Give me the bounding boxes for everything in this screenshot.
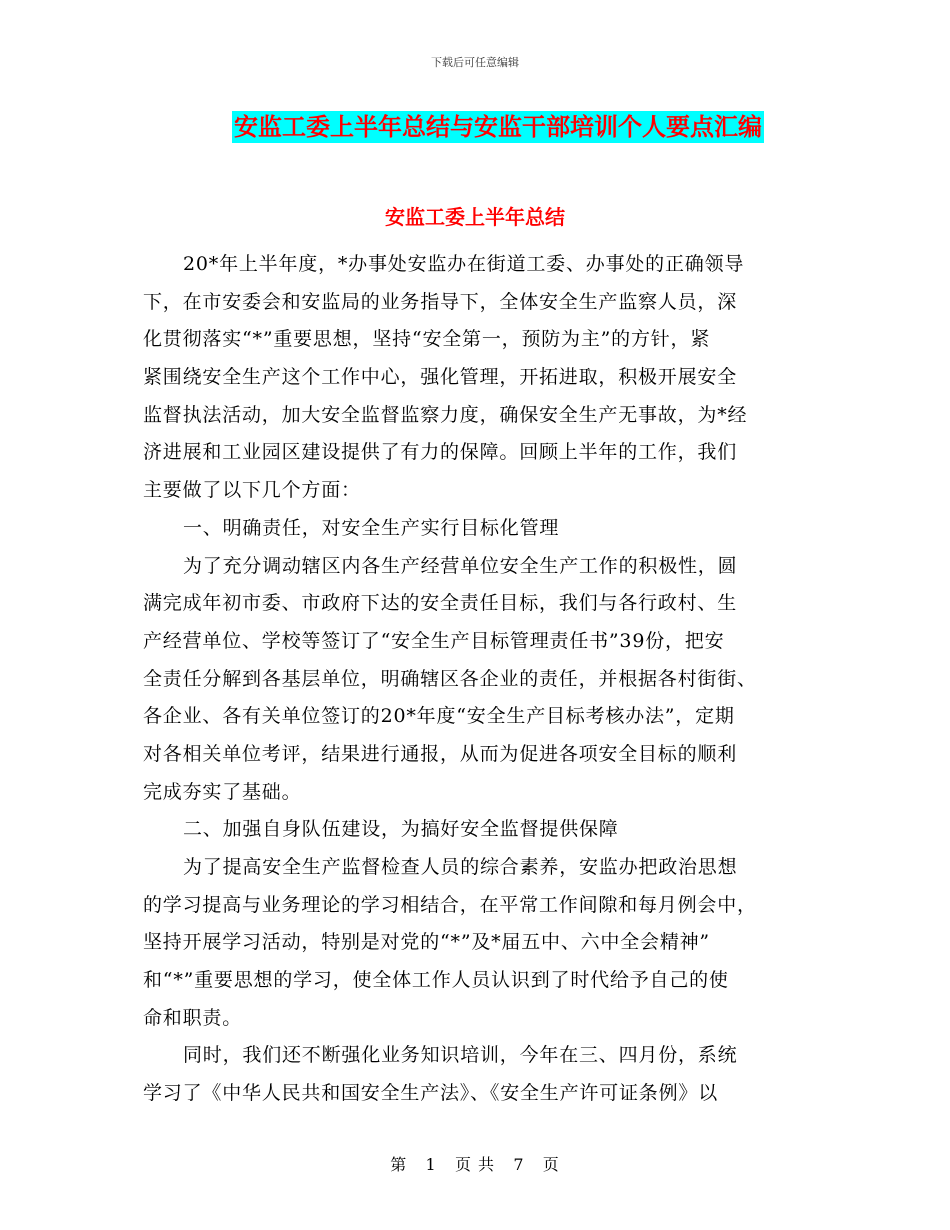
text-line: 的学习提高与业务理论的学习相结合，在平常工作间隙和每月例会中， <box>143 893 757 916</box>
text-line: 主要做了以下几个方面： <box>143 479 361 502</box>
footer-total-pages: 7 <box>513 1155 525 1174</box>
footer-page-number: 1 <box>425 1155 437 1174</box>
header-note: 下载后可任意编辑 <box>431 56 519 69</box>
text-line: 和“*”重要思想的学习，使全体工作人员认识到了时代给予自己的使 <box>143 969 729 992</box>
footer-suffix: 页 <box>542 1155 560 1174</box>
text-line: 完成夯实了基础。 <box>143 780 302 803</box>
text-line: 全责任分解到各基层单位，明确辖区各企业的责任，并根据各村街街、 <box>143 667 757 690</box>
section-title: 安监工委上半年总结 <box>385 205 565 229</box>
text-line: 学习了《中华人民共和国安全生产法》、《安全生产许可证条例》以 <box>143 1082 719 1105</box>
text-line: 对各相关单位考评，结果进行通报，从而为促进各项安全目标的顺利 <box>143 742 738 765</box>
text-line: 20*年上半年度，*办事处安监办在街道工委、办事处的正确领导 <box>183 253 745 275</box>
text-line: 同时，我们还不断强化业务知识培训，今年在三、四月份，系统 <box>183 1044 738 1067</box>
text-line: 二、加强自身队伍建设，为搞好安全监督提供保障 <box>183 818 619 841</box>
text-line: 下，在市安委会和安监局的业务指导下，全体安全生产监察人员，深 <box>143 290 738 313</box>
text-line: 为了充分调动辖区内各生产经营单位安全生产工作的积极性，圆 <box>183 554 738 577</box>
text-line: 紧围绕安全生产这个工作中心，强化管理，开拓进取，积极开展安全 <box>143 366 738 389</box>
text-line: 各企业、各有关单位签订的20*年度“安全生产目标考核办法”，定期 <box>143 705 735 728</box>
text-line: 命和职责。 <box>143 1006 243 1029</box>
text-line: 坚持开展学习活动，特别是对党的“*”及*届五中、六中全会精神” <box>143 931 710 954</box>
document-title: 安监工委上半年总结与安监干部培训个人要点汇编 <box>234 112 762 141</box>
body-text <box>143 246 811 1113</box>
footer-middle: 页 共 <box>454 1155 496 1174</box>
text-line: 满完成年初市委、市政府下达的安全责任目标，我们与各行政村、生 <box>143 592 738 615</box>
document-title-container <box>0 111 950 143</box>
text-line: 监督执法活动，加大安全监督监察力度，确保安全生产无事故，为*经 <box>143 403 748 426</box>
text-line: 产经营单位、学校等签订了“安全生产目标管理责任书”39份，把安 <box>143 629 725 652</box>
text-line: 一、明确责任，对安全生产实行目标化管理 <box>183 516 560 539</box>
footer-prefix: 第 <box>390 1155 408 1174</box>
text-line: 为了提高安全生产监督检查人员的综合素养，安监办把政治思想 <box>183 856 738 878</box>
page-footer <box>0 1152 950 1175</box>
text-line: 化贯彻落实“*”重要思想，坚持“安全第一，预防为主”的方针，紧 <box>143 328 711 351</box>
text-line: 济进展和工业园区建设提供了有力的保障。回顾上半年的工作，我们 <box>143 441 738 464</box>
